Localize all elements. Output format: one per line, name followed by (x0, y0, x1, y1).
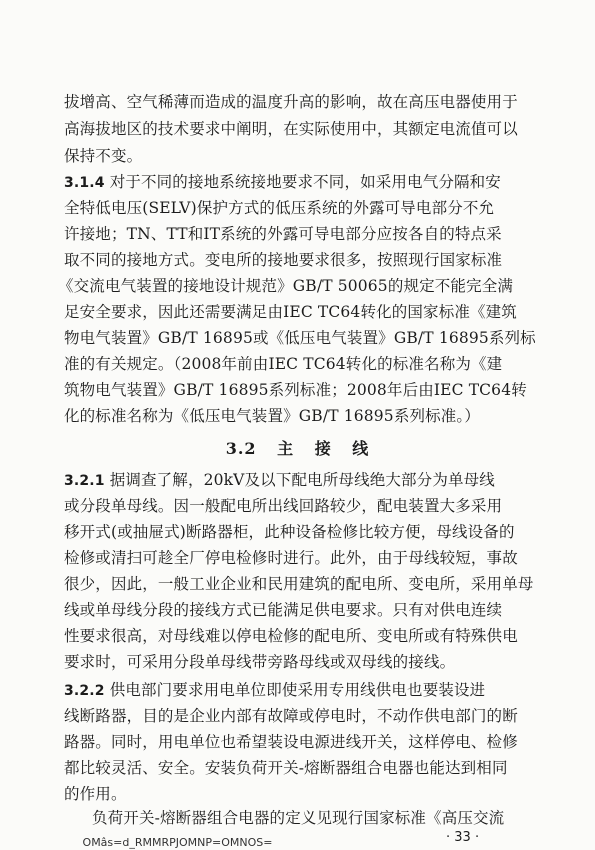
clause-3-2-1-first-line (64, 470, 495, 491)
section-heading (0, 436, 595, 459)
text-line: 取不同的接地方式。变电所的接地要求很多，按照现行国家标准 (64, 251, 503, 269)
section-heading-char: 接 (314, 439, 332, 458)
text-line: 线断路器，目的是企业内部有故障或停电时，不动作供电部门的断 (64, 707, 518, 725)
page-number: · 33 · (446, 830, 480, 845)
text-line: 要求时，可采用分段单母线带旁路母线或双母线的接线。 (64, 653, 456, 671)
text-line: 都比较灵活、安全。安装负荷开关-熔断器组合电器也能达到相同 (64, 759, 508, 777)
text-line: 性要求很高，对母线难以停电检修的配电所、变电所或有特殊供电 (64, 627, 518, 645)
text-line: 很少，因此，一般工业企业和民用建筑的配电所、变电所，采用单母 (64, 575, 534, 593)
text-line: 足安全要求，因此还需要满足由IEC TC64转化的国家标准《建筑 (64, 303, 517, 321)
text-line: 筑物电气装置》GB/T 16895系列标准；2008年后由IEC TC64转 (64, 381, 527, 399)
text-line: 路器。同时，用电单位也希望装设电源进线开关，这样停电、检修 (64, 733, 518, 751)
text-line: 保持不变。 (64, 147, 143, 165)
clause-3-1-4-first-line (64, 172, 501, 193)
text-line: 移开式(或抽屉式)断路器柜，此种设备检修比较方便，母线设备的 (64, 523, 515, 541)
text-line: 化的标准名称为《低压电气装置》GB/T 16895系列标准。） (64, 407, 480, 425)
text-line: 准的有关规定。（2008年前由IEC TC64转化的标准名称为《建 (64, 355, 503, 373)
text-line: 或分段单母线。因一般配电所出线回路较少，配电装置大多采用 (64, 497, 503, 515)
text-line: 高海拔地区的技术要求中阐明，在实际使用中，其额定电流值可以 (64, 120, 518, 138)
clause-3-2-2-first-line (64, 680, 485, 701)
text-line: 物电气装置》GB/T 16895或《低压电气装置》GB/T 16895系列标 (64, 329, 536, 347)
text-line: 许接地；TN、TT和IT系统的外露可导电部分应按各自的特点采 (64, 225, 502, 243)
text-line: 线或单母线分段的接线方式已能满足供电要求。只有对供电连续 (64, 601, 503, 619)
clause-number: 3.2.2 (64, 683, 105, 699)
section-heading-char: 线 (352, 439, 370, 458)
text-line: 《交流电气装置的接地设计规范》GB/T 50065的规定不能完全满 (58, 277, 514, 295)
text-line: 的作用。 (64, 785, 127, 803)
text-line: 对于不同的接地系统接地要求不同，如采用电气分隔和安 (109, 173, 501, 191)
text-line: 供电部门要求用电单位即使采用专用线供电也要装设进 (109, 681, 486, 699)
clause-number: 3.1.4 (64, 175, 105, 191)
text-line: 拔增高、空气稀薄而造成的温度升高的影响，故在高压电器使用于 (64, 93, 518, 111)
section-heading-char: 主 (277, 439, 295, 458)
clause-number: 3.2.1 (64, 473, 105, 489)
text-line: 据调查了解，20kV及以下配电所母线绝大部分为单母线 (109, 471, 495, 489)
text-line: 全特低电压(SELV)保护方式的低压系统的外露可导电部分不允 (64, 199, 495, 217)
footer-code: OMâs=d_RMMRPJOMNP=OMNOS= (82, 836, 273, 849)
text-line: 负荷开关-熔断器组合电器的定义见现行国家标准《高压交流 (92, 809, 505, 827)
section-heading-number: 3.2 (225, 439, 257, 458)
text-line: 检修或清扫可趁全厂停电检修时进行。此外，由于母线较短，事故 (64, 549, 518, 567)
